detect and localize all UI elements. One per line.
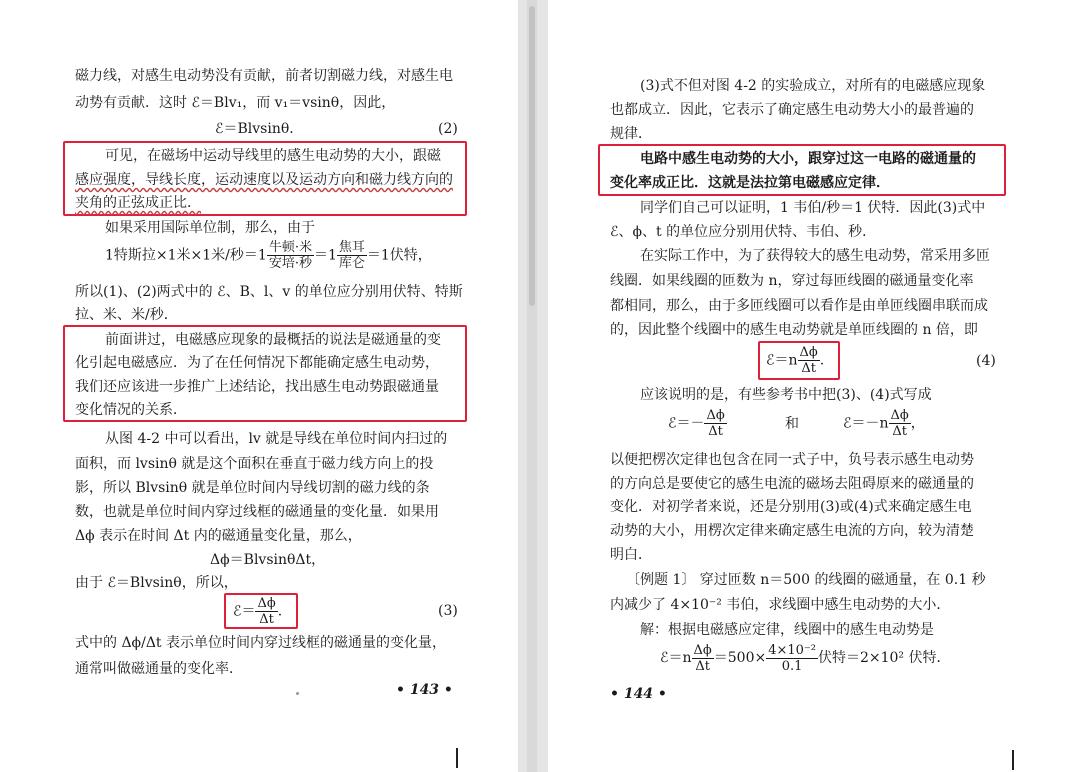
text-line: 解：根据电磁感应定律，线圈中的感生电动势是 bbox=[640, 622, 934, 638]
equation-number: (4) bbox=[976, 353, 996, 369]
equation-lhs: ℰ＝n bbox=[660, 650, 692, 666]
text-line: 所以(1)、(2)两式中的 ℰ、B、l、v 的单位应分别用伏特、特斯 bbox=[75, 284, 463, 300]
law-statement: 变化率成正比．这就是法拉第电磁感应定律． bbox=[610, 175, 890, 191]
fraction bbox=[889, 408, 911, 439]
text-line: 在实际工作中，为了获得较大的感生电动势，常采用多匝 bbox=[640, 248, 990, 264]
fraction-denominator: 库仑 bbox=[338, 256, 365, 271]
fraction-numerator: 4×10⁻² bbox=[768, 642, 816, 658]
text-line: 动势的大小，用楞次定律来确定感生电流的方向，较为清楚 bbox=[610, 523, 974, 539]
page-number: • 144 • bbox=[610, 686, 667, 702]
text-line: 磁力线，对感生电动势没有贡献，前者切割磁力线，对感生电 bbox=[75, 68, 453, 84]
equation-end: ， bbox=[910, 415, 925, 432]
text-line: 同学们自己可以证明，1 韦伯/秒＝1 伏特．因此(3)式中 bbox=[640, 200, 986, 216]
equation-4 bbox=[766, 345, 824, 376]
equation-number: (3) bbox=[438, 603, 458, 619]
equation-3 bbox=[233, 596, 282, 627]
alt-equation-b bbox=[843, 408, 925, 439]
equation-end: . bbox=[819, 352, 825, 369]
fraction-denominator: Δt bbox=[801, 361, 816, 376]
text-line: 内减少了 4×10⁻² 韦伯，求线圈中感生电动势的大小． bbox=[610, 597, 951, 613]
text-line: 变化．对初学者来说，还是分别用(3)或(4)式来确定感生电 bbox=[610, 499, 972, 515]
equation-lhs: ℰ＝n bbox=[766, 352, 798, 369]
text-line: 化引起电磁感应．为了在任何情况下都能确定感生电动势， bbox=[75, 355, 439, 371]
equation-end: 伏特＝2×10² 伏特． bbox=[817, 650, 951, 666]
equation-end: . bbox=[277, 603, 283, 620]
text-line: 通常叫做磁通量的变化率． bbox=[75, 661, 243, 677]
scan-mark bbox=[456, 748, 458, 768]
units-text: 1特斯拉×1米×1米/秒＝1 bbox=[105, 247, 267, 264]
text-line: 前面讲过，电磁感应现象的最概括的说法是磁通量的变 bbox=[105, 332, 441, 348]
fraction-numerator: Δϕ bbox=[799, 345, 818, 360]
fraction-denominator: Δt bbox=[708, 424, 723, 439]
conjunction-and: 和 bbox=[785, 416, 799, 432]
text-line: 拉、米、米/秒． bbox=[75, 307, 178, 323]
equation-number: (2) bbox=[438, 121, 458, 137]
speck bbox=[296, 692, 299, 695]
text-line: 明白． bbox=[610, 547, 652, 563]
text-line: Δϕ 表示在时间 Δt 内的磁通量变化量，那么， bbox=[75, 528, 362, 544]
text-line: 规律． bbox=[610, 126, 652, 142]
units-text: ＝1伏特， bbox=[366, 247, 432, 264]
fraction-denominator: 0.1 bbox=[781, 658, 803, 674]
fraction bbox=[704, 408, 726, 439]
text-line: 我们还应该进一步推广上述结论，找出感生电动势跟磁通量 bbox=[75, 379, 439, 395]
alt-equation-a bbox=[668, 408, 727, 439]
law-statement: 电路中感生电动势的大小，跟穿过这一电路的磁通量的 bbox=[640, 151, 976, 167]
text-line: (3)式不但对图 4-2 的实验成立，对所有的电磁感应现象 bbox=[640, 78, 986, 94]
equation-2: ℰ＝Blvsinθ. bbox=[215, 121, 294, 137]
fraction-numerator: Δϕ bbox=[257, 596, 276, 611]
text-line: 的方向总是要使它的感生电流的磁场去阻碍原来的磁通量的 bbox=[610, 476, 974, 492]
fraction-numerator: Δϕ bbox=[890, 408, 909, 423]
text-line: 线圈．如果线圈的匝数为 n，穿过每匝线圈的磁通量变化率 bbox=[610, 273, 974, 289]
text-line: 都相同，那么，由于多匝线圈可以看作是由单匝线圈串联而成 bbox=[610, 298, 988, 314]
equation-mid: ＝500× bbox=[713, 650, 767, 666]
equation-lhs: ℰ＝－ bbox=[668, 415, 705, 432]
text-line: 动势有贡献．这时 ℰ＝Blv₁，而 v₁＝vsinθ，因此， bbox=[75, 95, 396, 111]
fraction-denominator: Δt bbox=[259, 612, 274, 627]
fraction-denominator: Δt bbox=[892, 424, 907, 439]
fraction-denominator: Δt bbox=[695, 658, 710, 674]
page-number: • 143 • bbox=[396, 682, 453, 698]
text-line: 感应强度，导线长度，运动速度以及运动方向和磁力线方向的 bbox=[75, 172, 453, 188]
text-line: 由于 ℰ＝Blvsinθ，所以， bbox=[75, 575, 238, 591]
units-equation bbox=[105, 240, 432, 271]
fraction bbox=[692, 643, 714, 674]
text-line: 数，也就是单位时间内穿过线框的磁通量的变化量．如果用 bbox=[75, 504, 439, 520]
solution-equation bbox=[660, 642, 951, 674]
fraction-numerator: 牛顿·米 bbox=[268, 240, 312, 255]
scrollbar-thumb[interactable] bbox=[529, 6, 535, 306]
equation-lhs: ℰ＝ bbox=[233, 603, 256, 620]
page-144 bbox=[548, 0, 1080, 772]
text-line: 的，因此整个线圈中的感生电动势就是单匝线圈的 n 倍，即 bbox=[610, 322, 978, 338]
text-line: 变化情况的关系． bbox=[75, 402, 187, 418]
equation-dphi: Δϕ＝BlvsinθΔt， bbox=[210, 552, 326, 568]
fraction bbox=[267, 240, 314, 271]
text-line: 以便把楞次定律也包含在同一式子中，负号表示感生电动势 bbox=[610, 452, 974, 468]
example-heading: 〔例题 1〕 穿过匝数 n＝500 的线圈的磁通量，在 0.1 秒 bbox=[626, 572, 986, 588]
page-143 bbox=[0, 0, 518, 772]
text-line: 可见，在磁场中运动导线里的感生电动势的大小，跟磁 bbox=[105, 148, 441, 164]
fraction-denominator: 安培·秒 bbox=[268, 256, 312, 271]
fraction-numerator: 焦耳 bbox=[338, 240, 365, 255]
scan-mark bbox=[1012, 750, 1014, 770]
fraction bbox=[798, 345, 820, 376]
text-line: 夹角的正弦成正比． bbox=[75, 195, 201, 211]
units-text: ＝1 bbox=[313, 247, 337, 264]
text-line: 也都成立．因此，它表示了确定感生电动势大小的最普遍的 bbox=[610, 102, 974, 118]
text-line: 式中的 Δϕ/Δt 表示单位时间内穿过线框的磁通量的变化量， bbox=[75, 635, 447, 651]
fraction bbox=[766, 643, 818, 674]
text-line: 应该说明的是，有些参考书中把(3)、(4)式写成 bbox=[640, 387, 932, 403]
text-line: ℰ、ϕ、t 的单位应分别用伏特、韦伯、秒． bbox=[610, 224, 877, 240]
fraction bbox=[337, 240, 367, 271]
fraction bbox=[255, 596, 277, 627]
text-line: 面积，而 lvsinθ 就是这个面积在垂直于磁力线方向上的投 bbox=[75, 456, 434, 472]
fraction-numerator: Δϕ bbox=[693, 642, 712, 658]
equation-lhs: ℰ＝－n bbox=[843, 415, 889, 432]
text-line: 如果采用国际单位制，那么，由于 bbox=[105, 220, 315, 236]
fraction-numerator: Δϕ bbox=[706, 408, 725, 423]
text-line: 从图 4-2 中可以看出，lv 就是导线在单位时间内扫过的 bbox=[105, 431, 448, 447]
text-line: 影，所以 Blvsinθ 就是单位时间内导线切割的磁力线的条 bbox=[75, 480, 430, 496]
